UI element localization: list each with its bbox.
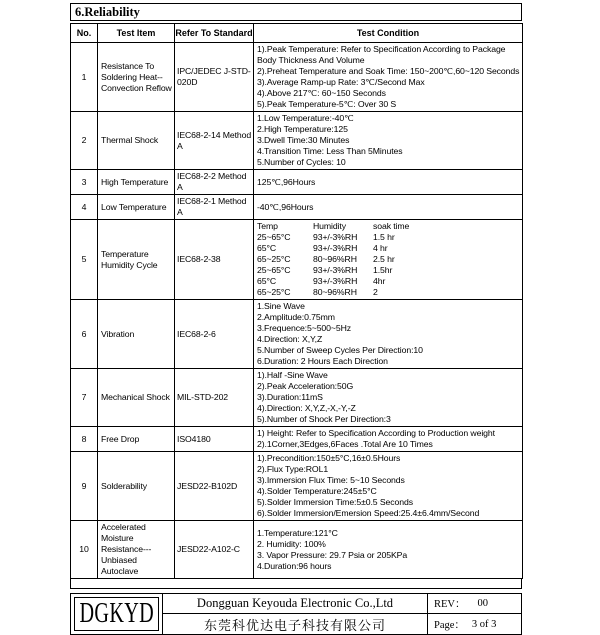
condition-line: 1).Peak Temperature: Refer to Specification According to Package Body Thickness And Volume [257,44,506,65]
condition-line: 3.Frequence:5~500~5Hz [257,323,352,333]
condition-line: 1) Height: Refer to Specification According to Production weight [257,428,495,438]
reliability-table [70,23,523,579]
row-number-cell: 2 [71,112,98,170]
table-header-row [71,24,523,43]
condition-line: 4.Transition Time: Less Than 5Minutes [257,146,403,156]
humidity-table-cell: 25~65°C [257,265,291,275]
condition-line: 4.Direction: X,Y,Z [257,334,323,344]
condition-line: 5.Number of Cycles: 10 [257,157,346,167]
condition-line: 4.Duration:96 hours [257,560,332,571]
section-title-bar [70,3,522,21]
humidity-table-cell: 80~96%RH [313,287,357,297]
test-item-cell: High Temperature [98,170,175,195]
standard-cell: IEC68-2-1 Method A [175,195,254,220]
spacer-row [70,579,522,589]
table-row [71,43,523,112]
condition-line: 3).Immersion Flux Time: 5~10 Seconds [257,475,405,485]
rev-page-cell [428,594,521,634]
row-number-cell: 9 [71,452,98,521]
standard-cell: MIL-STD-202 [175,369,254,427]
condition-cell [254,112,523,170]
logo-cell [71,594,163,634]
condition-cell [254,195,523,220]
condition-line: 1.Sine Wave [257,301,305,311]
table-row [71,220,523,300]
condition-line: 2).Peak Acceleration:50G [257,381,354,391]
humidity-table-cell: 65~25°C [257,287,291,297]
condition-cell [254,369,523,427]
humidity-table-cell: 93+/-3%RH [313,243,358,253]
standard-cell: IEC68-2-14 Method A [175,112,254,170]
column-header-standard: Refer To Standard [175,24,254,43]
test-item-cell: Resistance To Soldering Heat--Convection Reflow [98,43,175,112]
humidity-table-cell: 4 hr [373,243,388,253]
humidity-table-cell: 80~96%RH [313,254,357,264]
humidity-table-cell: 25~65°C [257,232,291,242]
humidity-table-cell: 65°C [257,243,277,253]
condition-line: 5).Number of Shock Per Direction:3 [257,414,391,424]
humidity-table-cell: 2 [373,287,378,297]
test-item-cell: Temperature Humidity Cycle [98,220,175,300]
humidity-table-cell: 93+/-3%RH [313,265,358,275]
logo-box [74,597,159,631]
row-number-cell: 1 [71,43,98,112]
table-row [71,369,523,427]
row-number-cell: 8 [71,427,98,452]
humidity-table-header: Humidity [313,221,346,231]
condition-line: 3.Dwell Time:30 Minutes [257,135,350,145]
company-logo-text: DGKYD [79,598,154,629]
company-name-en: Dongguan Keyouda Electronic Co.,Ltd [163,594,427,614]
standard-cell: IEC68-2-6 [175,300,254,369]
condition-cell [254,220,523,300]
revision-row [428,594,521,614]
condition-line: 4).Above 217℃: 60~150 Seconds [257,88,386,98]
humidity-cycle-table [257,221,520,298]
humidity-table-cell: 65~25°C [257,254,291,264]
standard-cell: JESD22-B102D [175,452,254,521]
condition-line: 2.Amplitude:0.75mm [257,312,335,322]
condition-line: 5.Number of Sweep Cycles Per Direction:10 [257,345,423,355]
condition-line: 5).Solder Immersion Time:5±0.5 Seconds [257,497,413,507]
section-title: 6.Reliability [75,5,140,19]
condition-cell [254,452,523,521]
condition-line: 125℃,96Hours [257,176,316,187]
humidity-table-header: soak time [373,221,410,231]
row-number-cell: 7 [71,369,98,427]
condition-cell [254,43,523,112]
table-row [71,427,523,452]
standard-cell: JESD22-A102-C [175,521,254,579]
humidity-table-cell: 4hr [373,276,386,286]
condition-line: 5).Peak Temperature-5℃: Over 30 S [257,99,397,109]
standard-cell: ISO4180 [175,427,254,452]
standard-cell: IEC68-2-38 [175,220,254,300]
table-row [71,300,523,369]
condition-cell [254,300,523,369]
test-item-cell: Thermal Shock [98,112,175,170]
condition-line: -40℃,96Hours [257,201,314,212]
table-row [71,112,523,170]
company-name-cell [163,594,428,634]
condition-line: 2.High Temperature:125 [257,124,348,134]
test-item-cell: Solderability [98,452,175,521]
condition-cell [254,170,523,195]
condition-line: 3. Vapor Pressure: 29.7 Psia or 205KPa [257,549,408,560]
row-number-cell: 6 [71,300,98,369]
condition-line: 2).1Corner,3Edges,6Faces .Total Are 10 Times [257,439,433,449]
company-name-cn: 东莞科优达电子科技有限公司 [203,617,386,633]
condition-line: 4).Direction: X,Y,Z,-X,-Y,-Z [257,403,356,413]
humidity-table-header: Temp [257,221,278,231]
test-item-cell: Accelerated Moisture Resistance---Unbiased Autoclave [98,521,175,579]
test-item-cell: Free Drop [98,427,175,452]
row-number-cell: 5 [71,220,98,300]
humidity-table-cell: 2.5 hr [373,254,395,264]
page-value: 3 of 3 [471,618,497,630]
row-number-cell: 10 [71,521,98,579]
column-header-test-item: Test Item [98,24,175,43]
table-row [71,452,523,521]
row-number-cell: 4 [71,195,98,220]
condition-cell [254,427,523,452]
humidity-table-cell: 93+/-3%RH [313,232,358,242]
condition-line: 4).Solder Temperature:245±5°C [257,486,377,496]
humidity-table-cell: 1.5 hr [373,232,395,242]
document-page [70,3,522,635]
humidity-table-cell: 93+/-3%RH [313,276,358,286]
test-item-cell: Mechanical Shock [98,369,175,427]
column-header-condition: Test Condition [254,24,523,43]
condition-line: 3).Duration:11mS [257,392,323,402]
condition-line: 6).Solder Immersion/Emersion Speed:25.4±6.4mm/Second [257,508,480,518]
condition-line: 2. Humidity: 100% [257,538,326,549]
condition-line: 6.Duration: 2 Hours Each Direction [257,356,388,366]
revision-label: REV： [434,599,466,610]
column-header-no: No. [71,24,98,43]
condition-line: 1.Low Temperature:-40℃ [257,113,354,123]
table-row [71,170,523,195]
condition-cell [254,521,523,579]
table-row [71,521,523,579]
table-row [71,195,523,220]
condition-line: 1.Temperature:121°C [257,527,338,538]
condition-line: 1).Precondition:150±5°C,16±0.5Hours [257,453,401,463]
standard-cell: IEC68-2-2 Method A [175,170,254,195]
humidity-table-cell: 65°C [257,276,277,286]
condition-line: 2).Flux Type:ROL1 [257,464,329,474]
row-number-cell: 3 [71,170,98,195]
revision-value: 00 [477,598,488,609]
test-item-cell: Vibration [98,300,175,369]
condition-line: 2).Preheat Temperature and Soak Time: 150~200℃,60~120 Seconds [257,66,520,76]
title-block [70,593,522,635]
page-number-row [428,614,521,634]
humidity-table-cell: 1.5hr [373,265,393,275]
test-item-cell: Low Temperature [98,195,175,220]
standard-cell: IPC/JEDEC J-STD-020D [175,43,254,112]
condition-line: 1).Half -Sine Wave [257,370,328,380]
condition-line: 3).Average Ramp-up Rate: 3℃/Second Max [257,77,425,87]
page-label: Page： [434,619,465,631]
